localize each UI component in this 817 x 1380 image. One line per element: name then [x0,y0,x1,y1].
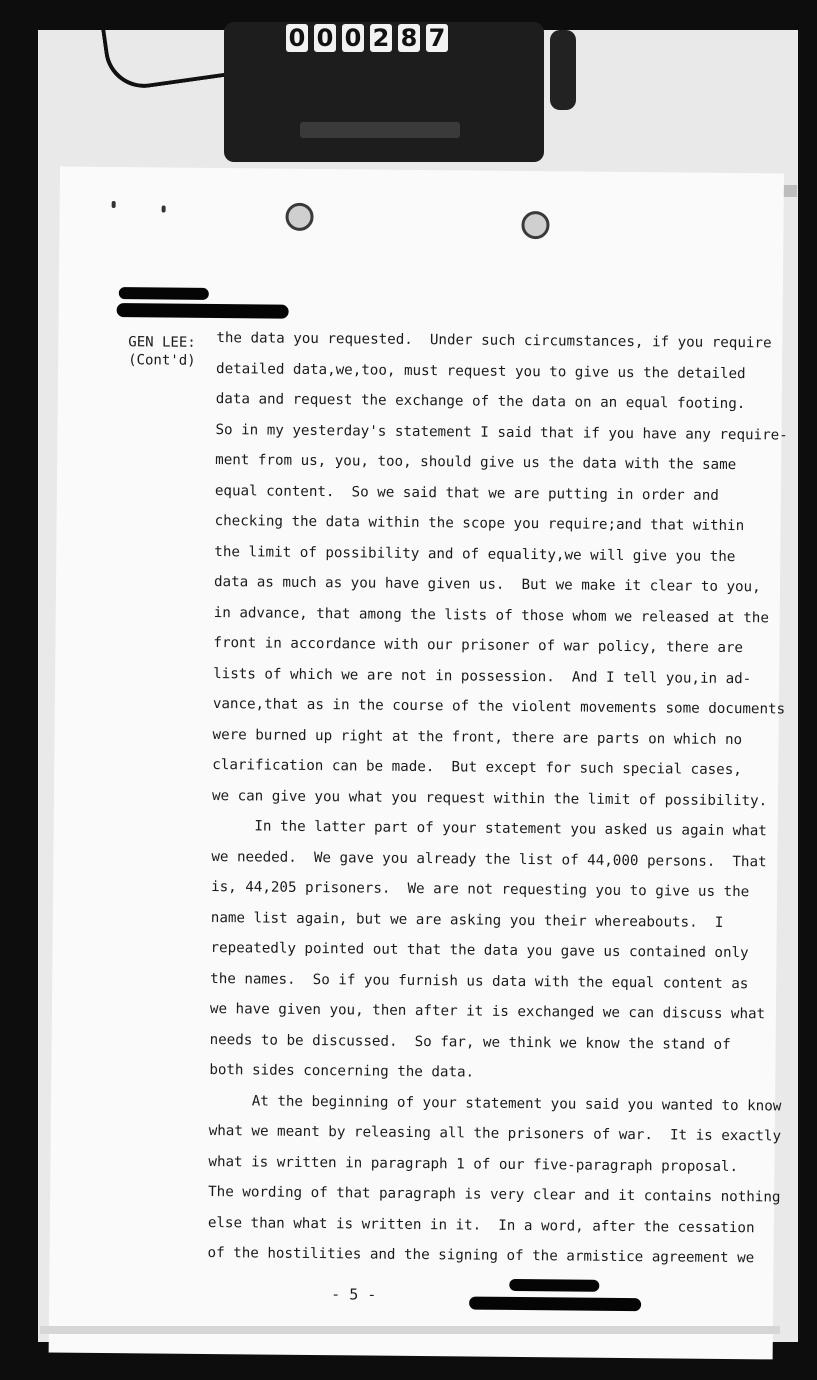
text-line: clarification can be made. But except for such special cases, [212,757,742,779]
text-line: the limit of possibility and of equality,we will give you the [214,543,736,565]
text-line: the names. So if you furnish us data with the equal content as [210,970,749,992]
counter-digit: 2 [370,24,392,52]
text-line: data as much as you have given us. But we make it clear to you, [213,574,761,596]
text-line: name list again, but we are asking you their whereabouts. I [210,909,724,931]
text-line: vance,that as in the course of the violent movements some documents [212,696,786,718]
text-line: we can give you what you request within the limit of possibility. [211,787,768,809]
redaction-bar [469,1297,641,1312]
redaction-bar [117,303,289,319]
text-line: checking the data within the scope you require;and that within [214,513,745,535]
page-number: - 5 - [331,1285,377,1304]
redaction-bar [119,287,209,300]
text-line: data and request the exchange of the data on an equal footing. [215,391,746,413]
document-page [49,167,788,1360]
speaker-label: GEN LEE: (Cont'd) [128,334,196,369]
text-line: in advance, that among the lists of those whom we released at the [213,604,770,626]
counter-knob [550,30,576,110]
text-line: we needed. We gave you already the list of 44,000 persons. That [211,848,767,870]
text-line: ment from us, you, too, should give us the data with the same [215,452,737,474]
text-line: we have given you, then after it is exchanged we can discuss what [209,1001,766,1023]
text-line: detailed data,we,too, must request you to give us the detailed [216,360,746,382]
transcript-body [207,330,788,1281]
counter-plate [300,122,460,138]
text-line: needs to be discussed. So far, we think we know the stand of [209,1031,731,1053]
counter-window [286,24,448,52]
text-line: is, 44,205 prisoners. We are not requesting you to give us the [211,879,750,901]
frame-counter [224,22,544,162]
counter-digit: 0 [314,24,336,52]
text-line: else than what is written in it. In a word, after the cessation [207,1214,755,1236]
text-line: At the beginning of your statement you said you wanted to know [208,1092,782,1114]
text-line: front in accordance with our prisoner of war policy, there are [213,635,744,657]
text-line: were burned up right at the front, there are parts on which no [212,726,743,748]
text-line: what we meant by releasing all the prisoners of war. It is exactly [208,1122,782,1145]
punch-hole [285,203,313,231]
text-line: lists of which we are not in possession. And I tell you,in ad- [213,665,752,687]
text-line: both sides concerning the data. [209,1062,475,1081]
punch-hole [521,211,549,239]
redaction-bar [509,1279,599,1292]
counter-digit: 8 [398,24,420,52]
text-line: In the latter part of your statement you asked us again what [211,818,767,840]
counter-digit: 0 [342,24,364,52]
text-line: So in my yesterday's statement I said that if you have any require- [215,421,788,444]
page-edge [40,1326,780,1334]
text-line: The wording of that paragraph is very clear and it contains nothing [208,1183,781,1206]
counter-digit: 7 [426,24,448,52]
speck-mark [162,206,166,213]
text-line: what is written in paragraph 1 of our five-paragraph proposal. [208,1153,739,1175]
text-line: the data you requested. Under such circumstances, if you require [216,330,772,352]
text-line: equal content. So we said that we are putting in order and [214,482,719,504]
text-line: of the hostilities and the signing of the armistice agreement we [207,1244,755,1267]
text-line: repeatedly pointed out that the data you gave us contained only [210,940,749,962]
counter-digit: 0 [286,24,308,52]
speck-mark [112,201,116,208]
